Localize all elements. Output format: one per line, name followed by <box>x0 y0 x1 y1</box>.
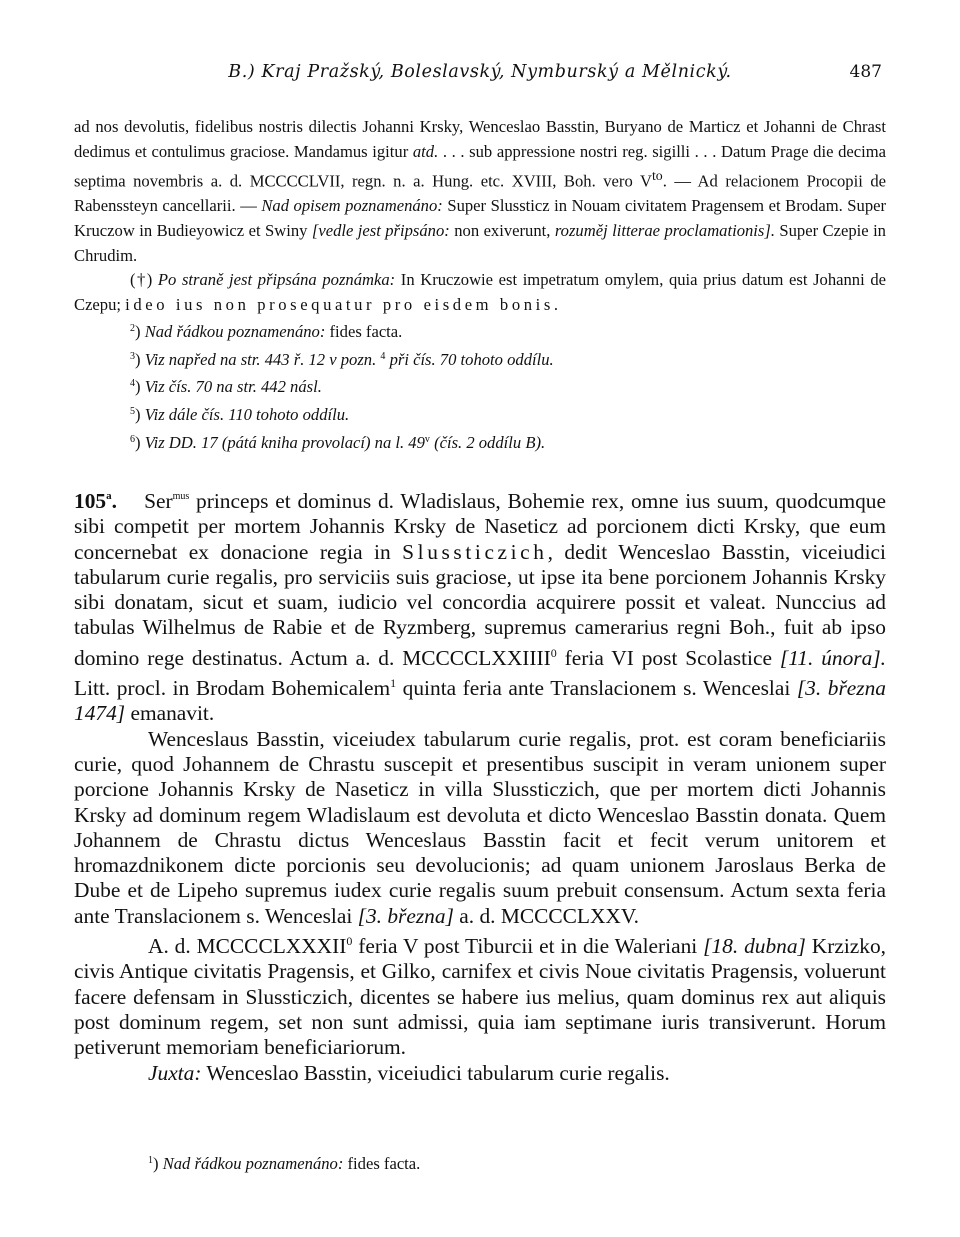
note-dagger: (†) Po straně jest připsána poznámka: In Kruczowie est impetratum omylem, quia prius datum est Johanni de Czepu; ideo ius non prosequatur pro eisdem bonis. <box>74 270 886 314</box>
entry-paragraph-1: 105$^a$. Ser$^{mus}$ princeps et dominus d. Wladislaus, Bohemie rex, omne ius suum, quodcumque sibi competit per mortem Johannis Krsky de Naseticz ad porcionem dicti Krsky, que eum concernebat ex donacione regia in Slussticzich, dedit Wenceslao Basstin, viceiudici tabularum curie regalis, pro serviciis suis graciose, ut ipse ita bene porcionem Johannis Krsky sibi donatam, sicut et suam, iudicio vel concordia acquirere possit et valeat. Nunccius ad tabulas Wilhelmus de Rabie et de Ryzmberg, supremus camerarius regni Boh., fuit ab ipso domino rege destinatus. Actum a. d. MCCCCLXXIIII$^0$ feria VI post Scolastice [11. února]. Litt. procl. in Brodam Bohemicalem$^1$ quinta feria ante Translacionem s. Wenceslai [3. března 1474] emanavit. <box>74 489 886 726</box>
running-title: B.) Kraj Pražský, Boleslavský, Nymburský a Mělnický. <box>228 62 732 82</box>
note-paragraph-continuation: ad nos devolutis, fidelibus nostris dilectis Johanni Krsky, Wenceslao Basstin, Buryano de Marticz et Johanni de Chrast dedimus et contulimus graciose. Mandamus igitur atd. . . . sub appressione nostri reg. sigilli . . . Datum Prage die decima septima novembris a. d. MCCCCLVII, regn. n. a. Hung. etc. XVIII, Boh. vero $V^{to}$. — Ad relacionem Procopii de Rabenssteyn cancellarii. — Nad opisem poznamenáno: Super Slussticz in Nouam civitatem Pragensem et Brodam. Super Kruczow in Budieyowicz et Swiny [vedle jest připsáno: non exiverunt, rozuměj litterae proclamationis]. Super Czepie in Chrudim. <box>74 117 887 265</box>
footnote-6: $^6$) Viz DD. 17 (pátá kniha provolací) na l. 49$^v$ (čís. 2 oddílu B). <box>130 432 546 452</box>
notes-section <box>74 115 886 455</box>
entry-paragraph-3: A. d. MCCCCLXXXII$^0$ feria V post Tiburcii et in die Waleriani [18. dubna] Krzizko, civis Antique civitatis Pragensis, et Gilko, carnifex et civis Noue civitatis Pragensis, voluerunt facere defensam in Slussticzich, dicentes se habere ius melius, quam dominus rex aut aliquis post dominum regem, set non sunt admissi, quia iam septimane iuris transiverunt. Horum petiverunt memoriam beneficiariorum. <box>74 934 887 1060</box>
footnote-5: $^5$) Viz dále čís. 110 tohoto oddílu. <box>130 405 350 425</box>
entry-paragraph-2: Wenceslaus Basstin, viceiudex tabularum curie regalis, prot. est coram beneficiariis curie, quod Johannem de Chrastu suscepit et presentibus suscipit in veram unionem super porcione Johannis Krsky de Naseticz in villa Slussticzich, que per mortem dicti Johannis Krsky ad dominum regem Wladislaum est devoluta et dicto Wenceslao Basstin donata. Quem Johannem de Chrastu dictus Wenceslaus Basstin facit et fecit verum unitorem et hromazdnikonem dicte porcionis seu devolucionis; ad quam unionem Jaroslaus Berka de Dube et de Lipeho supremus iudex curie regalis suum prebuit consensum. Actum sexta feria ante Translacionem s. Wenceslai [3. března] a. d. MCCCCLXXV. <box>74 726 886 928</box>
footnote-3: $^3$) Viz napřed na str. 443 ř. 12 v pozn. $^4$ při čís. 70 tohoto oddílu. <box>130 349 554 369</box>
entry-number: 105$^a$. <box>74 489 117 513</box>
bottom-footnote: $^1$) Nad řádkou poznamenáno: fides facta. <box>148 1154 421 1173</box>
footnote-4: $^4$) Viz čís. 70 na str. 442 násl. <box>130 377 322 397</box>
footnote-2: $^2$) Nad řádkou poznamenáno: fides facta. <box>130 322 403 342</box>
page-number: 487 <box>849 62 882 82</box>
entry-paragraph-4: Juxta: Wenceslao Basstin, viceiudici tabularum curie regalis. <box>148 1060 670 1085</box>
page-header <box>0 62 960 92</box>
entry-105a <box>74 484 886 1086</box>
